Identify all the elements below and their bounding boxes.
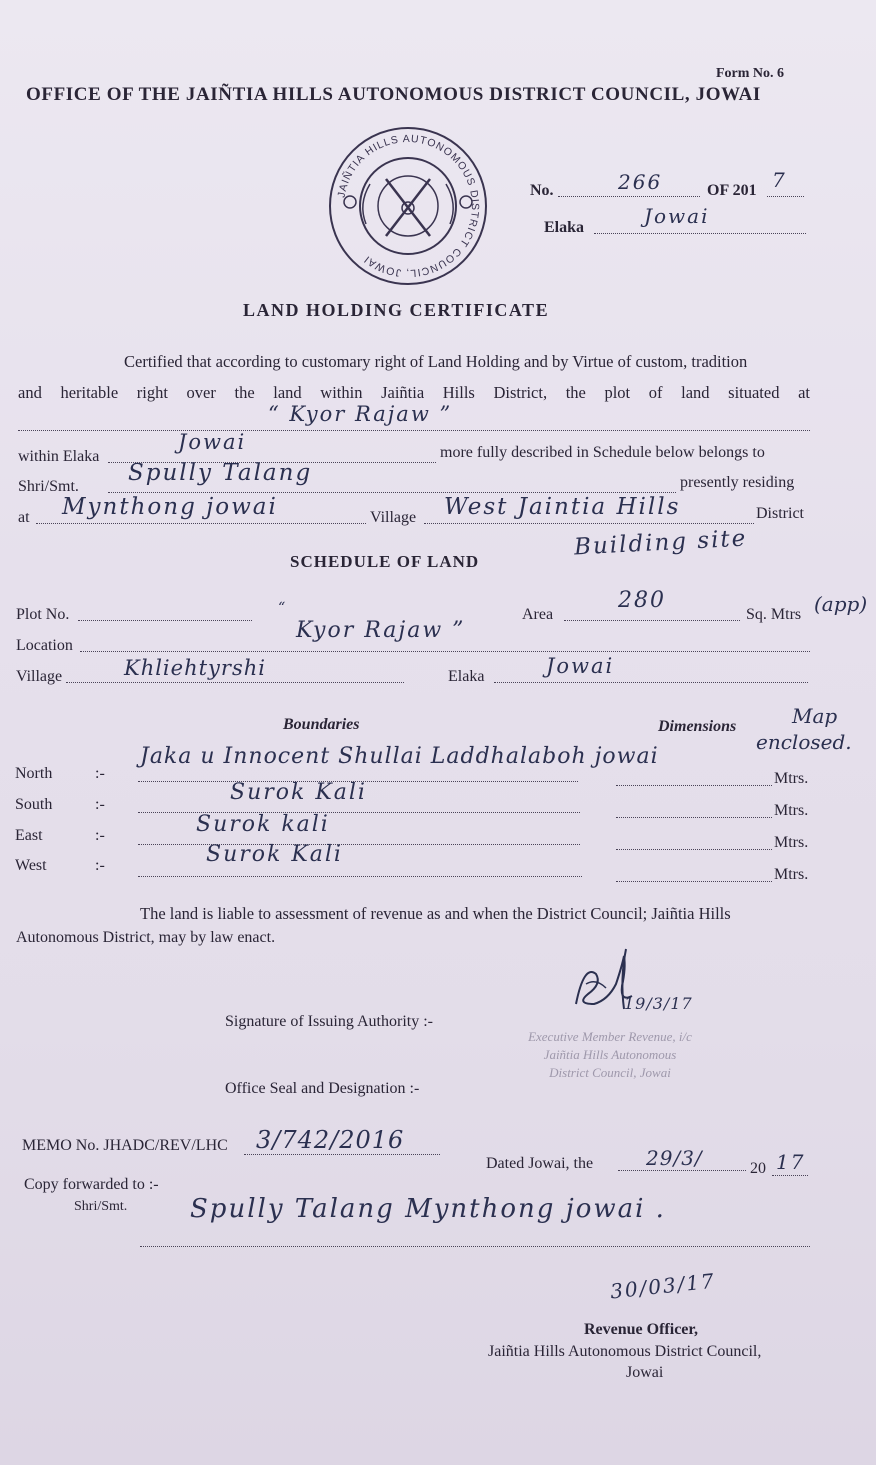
boundary-west-mtrs: Mtrs. xyxy=(774,866,809,883)
dated-line xyxy=(618,1170,746,1171)
boundary-south-value: Surok Kali xyxy=(230,780,367,805)
revenue-place: Jowai xyxy=(626,1364,664,1381)
of-year-label: OF 201 xyxy=(707,182,757,199)
elaka2-line xyxy=(494,682,808,683)
boundary-south-dim-line xyxy=(616,817,772,818)
boundary-north-dim-line xyxy=(616,785,772,786)
owner-line xyxy=(108,492,676,493)
location-line xyxy=(80,651,810,652)
sq-note: (app) xyxy=(814,592,868,616)
area-line xyxy=(564,620,740,621)
boundaries-label: Boundaries xyxy=(283,716,360,733)
signature-label: Signature of Issuing Authority :- xyxy=(225,1013,433,1030)
no-label: No. xyxy=(530,182,554,199)
form-number: Form No. 6 xyxy=(716,66,785,81)
boundary-north-label: North xyxy=(15,765,53,782)
no-line xyxy=(558,196,700,197)
of-year-line xyxy=(767,196,804,197)
para-line-2: and heritable right over the land within Jaiñtia Hills District, the plot of land situated at xyxy=(18,383,810,402)
area-value: 280 xyxy=(618,588,666,613)
boundary-north-sep: :- xyxy=(95,765,105,782)
boundary-south-sep: :- xyxy=(95,796,105,813)
district-line xyxy=(424,523,754,524)
boundary-west-dim-line xyxy=(616,881,772,882)
designation-stamp xyxy=(490,1028,730,1082)
boundary-east-line xyxy=(138,844,580,845)
village2-value: Khliehtyrshi xyxy=(124,656,266,680)
seal-emblem-icon xyxy=(326,124,490,288)
stamp-line-3: District Council, Jowai xyxy=(549,1065,671,1080)
dated-label: Dated Jowai, the xyxy=(486,1155,594,1172)
boundary-south-label: South xyxy=(15,796,53,813)
schedule-title: SCHEDULE OF LAND xyxy=(290,552,480,571)
within-elaka-label: within Elaka xyxy=(18,448,100,465)
boundary-east-sep: :- xyxy=(95,827,105,844)
elaka-value: Jowai xyxy=(644,204,710,228)
within-elaka-value: Jowai xyxy=(178,430,247,454)
village2-line xyxy=(66,682,404,683)
liable-line-1: The land is liable to assessment of revenue as and when the District Council; Jaiñtia Hills xyxy=(140,904,731,923)
land-use: Building site xyxy=(573,525,748,561)
stamp-line-2: Jaiñtia Hills Autonomous xyxy=(543,1047,677,1062)
copy-label: Copy forwarded to :- xyxy=(24,1176,159,1193)
liable-line-2: Autonomous District, may by law enact. xyxy=(16,929,276,946)
at-label: at xyxy=(18,509,30,526)
boundary-east-mtrs: Mtrs. xyxy=(774,834,809,851)
district-value: West Jaintia Hills xyxy=(444,494,681,520)
year-value: 17 xyxy=(776,1150,806,1174)
office-title: OFFICE OF THE JAIÑTIA HILLS AUTONOMOUS DISTRICT COUNCIL, JOWAI xyxy=(26,84,761,105)
initial-date: 30/03/17 xyxy=(609,1268,717,1304)
plot-no-label: Plot No. xyxy=(16,606,70,623)
certificate-year: 7 xyxy=(772,168,787,192)
memo-label: MEMO No. JHADC/REV/LHC xyxy=(22,1137,228,1154)
boundary-south-mtrs: Mtrs. xyxy=(774,802,809,819)
dimensions-label: Dimensions xyxy=(658,718,737,735)
council-seal xyxy=(326,124,490,288)
plot-no-value: “ xyxy=(278,600,288,616)
signature-date: 19/3/17 xyxy=(624,994,693,1013)
copy-shri-label: Shri/Smt. xyxy=(74,1199,128,1214)
village-label: Village xyxy=(370,509,417,526)
shri-label: Shri/Smt. xyxy=(18,478,79,495)
elaka2-value: Jowai xyxy=(546,654,615,678)
office-seal-label: Office Seal and Designation :- xyxy=(225,1080,420,1097)
residing-at: Mynthong jowai xyxy=(62,494,278,520)
plot-situated-line xyxy=(18,430,810,431)
boundary-east-value: Surok kali xyxy=(196,812,330,837)
presently-residing: presently residing xyxy=(680,474,795,491)
copy-to: Spully Talang Mynthong jowai . xyxy=(190,1194,666,1224)
plot-no-line xyxy=(78,620,252,621)
location-value: Kyor Rajaw ” xyxy=(296,618,466,643)
district-label: District xyxy=(756,505,804,522)
more-fully-text: more fully described in Schedule below belongs to xyxy=(440,444,765,461)
village2-label: Village xyxy=(16,668,63,685)
boundary-north-value: Jaka u Innocent Shullai Laddhalaboh jowai xyxy=(140,744,659,769)
boundary-west-line xyxy=(138,876,582,877)
elaka-line xyxy=(594,233,806,234)
copy-line xyxy=(140,1246,810,1247)
boundary-west-value: Surok Kali xyxy=(206,842,343,867)
revenue-council: Jaiñtia Hills Autonomous District Council, xyxy=(488,1343,762,1360)
revenue-officer: Revenue Officer, xyxy=(584,1321,699,1338)
seal-text: JAIÑTIA HILLS AUTONOMOUS DISTRICT COUNCIL, JOWAI xyxy=(335,132,482,280)
year-label: 20 xyxy=(750,1160,766,1177)
year-line xyxy=(772,1175,808,1176)
dated-value: 29/3/ xyxy=(646,1146,703,1170)
para-line-1: Certified that according to customary right of Land Holding and by Virtue of custom, tradition xyxy=(124,352,748,371)
stamp-line-1: Executive Member Revenue, i/c xyxy=(528,1029,692,1044)
sq-mtrs-label: Sq. Mtrs xyxy=(746,606,802,623)
at-line xyxy=(36,523,366,524)
elaka2-label: Elaka xyxy=(448,668,485,685)
memo-line xyxy=(244,1154,440,1155)
memo-number: 3/742/2016 xyxy=(256,1126,405,1154)
certificate-title: LAND HOLDING CERTIFICATE xyxy=(243,300,550,320)
boundary-east-label: East xyxy=(15,827,43,844)
owner-name: Spully Talang xyxy=(128,460,313,486)
boundary-east-dim-line xyxy=(616,849,772,850)
area-label: Area xyxy=(522,606,554,623)
location-label: Location xyxy=(16,637,73,654)
boundary-west-label: West xyxy=(15,857,47,874)
elaka-label: Elaka xyxy=(544,219,585,236)
map-note-2: enclosed. xyxy=(756,730,852,754)
map-note-1: Map xyxy=(792,704,838,728)
boundary-north-mtrs: Mtrs. xyxy=(774,770,809,787)
boundary-west-sep: :- xyxy=(95,857,105,874)
plot-situated: “ Kyor Rajaw ” xyxy=(268,402,453,426)
certificate-number: 266 xyxy=(618,170,663,194)
